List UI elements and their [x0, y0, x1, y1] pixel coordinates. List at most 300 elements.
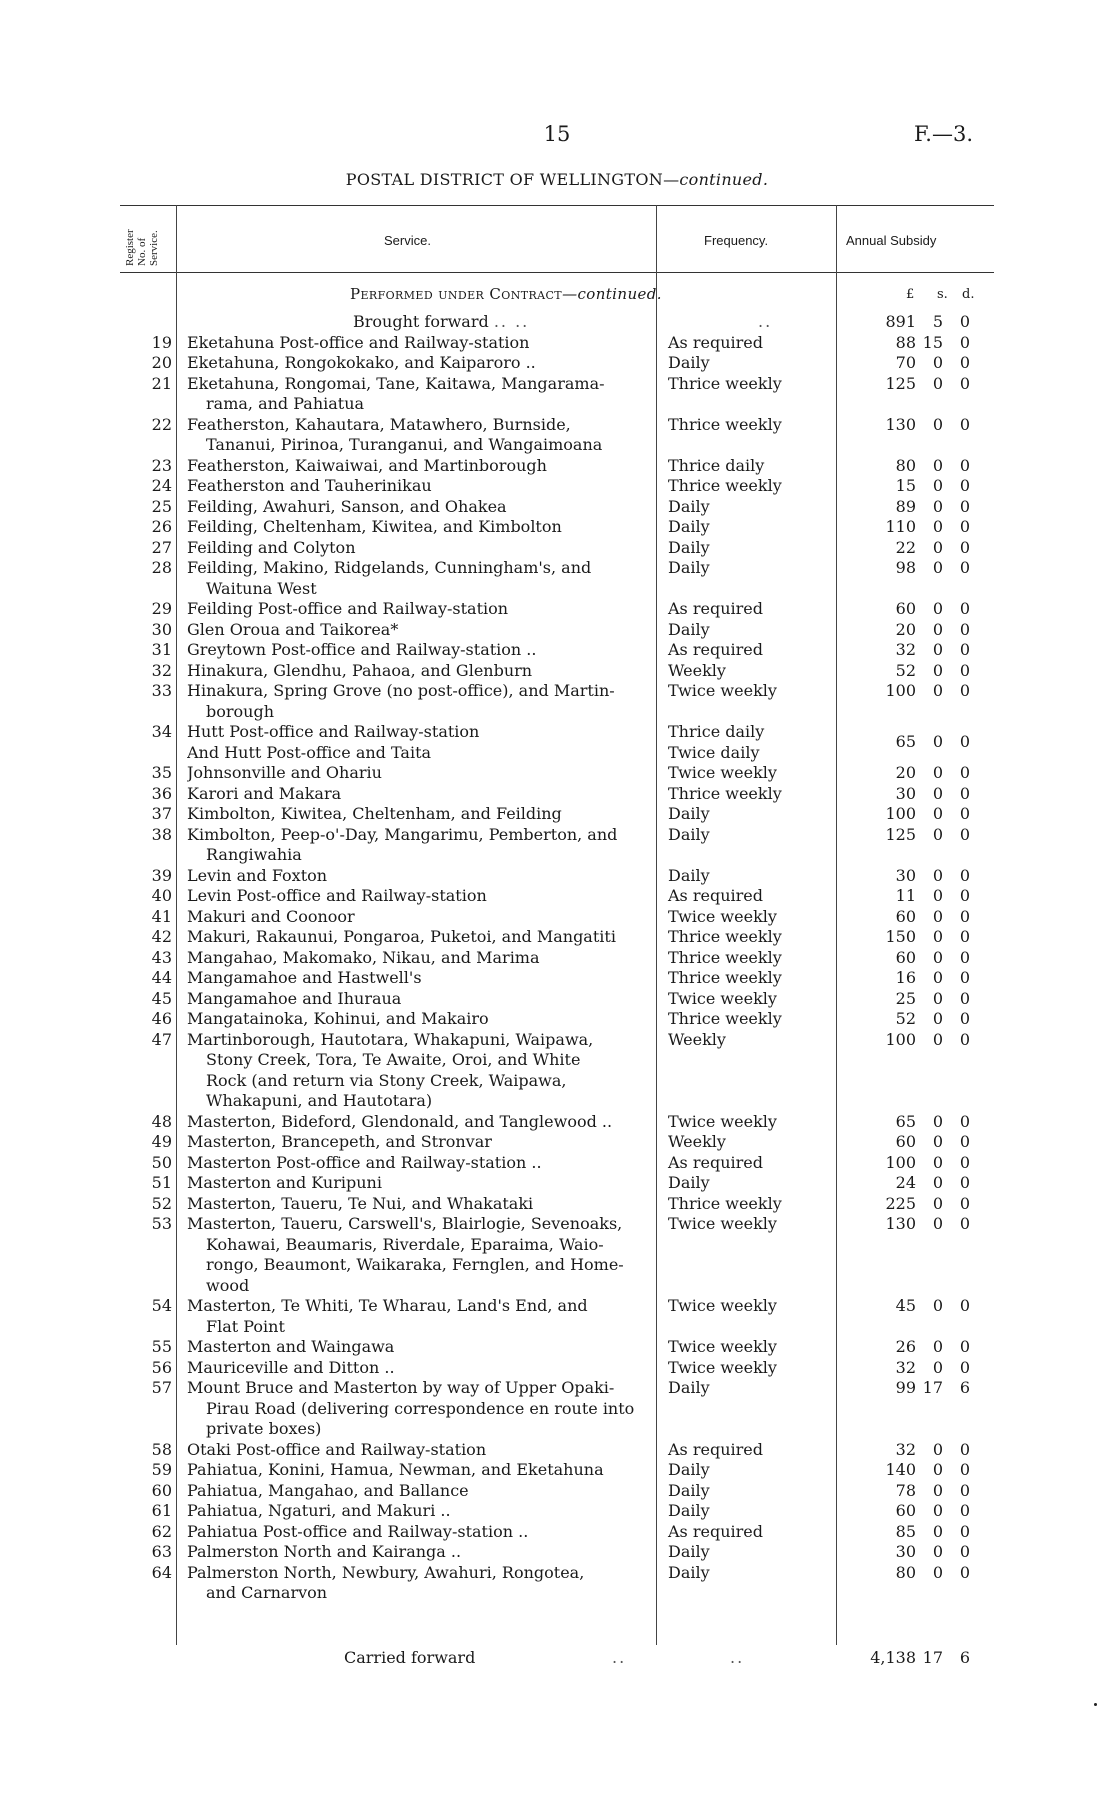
frequency [668, 1563, 828, 1584]
annual-subsidy [846, 1460, 976, 1481]
service-description [187, 1030, 657, 1112]
pounds-value: 110 [885, 517, 916, 536]
register-number: 47 [151, 1029, 172, 1049]
shillings-value: 0 [932, 732, 943, 752]
pence-value: 0 [959, 455, 970, 475]
service-description [187, 763, 657, 784]
frequency-line: Thrice weekly [668, 373, 782, 393]
pence-value: 0 [959, 414, 970, 434]
service-description [187, 1358, 657, 1379]
table-row [0, 497, 1114, 518]
shillings-header: s. [937, 287, 948, 302]
shillings-value: 0 [932, 558, 943, 577]
service-description [187, 1522, 657, 1543]
shillings-value: 0 [932, 1296, 943, 1315]
service-description [187, 1501, 657, 1522]
frequency-line: As required [668, 1152, 763, 1172]
frequency [668, 1501, 828, 1522]
shillings-value: 0 [932, 1173, 943, 1192]
frequency [668, 784, 828, 805]
table-row [0, 558, 1114, 599]
frequency-line: Twice daily [668, 742, 760, 762]
pence-value: 0 [959, 537, 970, 557]
register-number: 30 [151, 619, 172, 639]
service-description [187, 948, 657, 969]
annual-subsidy [846, 804, 976, 825]
frequency [668, 968, 828, 989]
service-line: and Carnarvon [206, 1583, 328, 1602]
service-description [187, 661, 657, 682]
service-line: Eketahuna, Rongomai, Tane, Kaitawa, Mangarama- [187, 373, 605, 393]
table-row [0, 825, 1114, 866]
frequency-line: Daily [668, 1562, 710, 1582]
pence-value: 0 [959, 1521, 970, 1541]
table-row [0, 1501, 1114, 1522]
frequency [668, 927, 828, 948]
frequency-line: Thrice weekly [668, 968, 782, 987]
pounds-value: 70 [895, 353, 916, 372]
register-number: 31 [151, 640, 172, 659]
table-row [0, 722, 1114, 763]
service-description [187, 476, 657, 497]
shillings-value: 0 [932, 1480, 943, 1500]
service-line: Makuri and Coonoor [187, 906, 355, 926]
service-line: Johnsonville and Ohariu [187, 763, 382, 782]
service-line: Greytown Post-office and Railway-station .. [187, 640, 537, 659]
table-row [0, 538, 1114, 559]
service-line: Pahiatua, Ngaturi, and Makuri .. [187, 1501, 451, 1520]
service-description [187, 1542, 657, 1563]
service-line: Feilding Post-office and Railway-station [187, 599, 509, 618]
register-number: 24 [151, 476, 172, 495]
service-description [187, 333, 657, 354]
frequency-line: As required [668, 886, 763, 905]
frequency-line: Daily [668, 1378, 710, 1397]
frequency [668, 538, 828, 559]
table-row [0, 620, 1114, 641]
frequency [668, 558, 828, 579]
shillings-value: 0 [932, 1439, 943, 1459]
frequency [668, 640, 828, 661]
service-line: Glen Oroua and Taikorea* [187, 619, 399, 639]
register-column-header: Register No. of Service. [124, 229, 160, 266]
frequency-line: Twice weekly [668, 1214, 777, 1233]
shillings-value: 0 [932, 988, 943, 1008]
frequency [668, 1132, 828, 1153]
pounds-value: 100 [885, 1152, 916, 1172]
frequency [668, 1378, 828, 1399]
frequency-line: Weekly [668, 1029, 726, 1049]
service-line: Flat Point [206, 1316, 285, 1336]
frequency-line: Daily [668, 865, 710, 885]
register-number: 61 [151, 1501, 172, 1520]
register-number: 32 [151, 660, 172, 680]
service-line: Featherston and Tauherinikau [187, 476, 432, 495]
shillings-value: 0 [932, 1357, 943, 1377]
service-line: Martinborough, Hautotara, Whakapuni, Waipawa, [187, 1029, 594, 1049]
register-number: 57 [151, 1378, 172, 1397]
service-description [187, 620, 657, 641]
pounds-value: 20 [895, 763, 916, 782]
table-row [0, 333, 1114, 354]
pence-value: 0 [959, 763, 970, 782]
register-number: 39 [151, 865, 172, 885]
service-description [187, 353, 657, 374]
register-number: 50 [151, 1152, 172, 1172]
frequency-line: As required [668, 640, 763, 659]
register-number: 19 [151, 332, 172, 352]
frequency-line: Daily [668, 517, 710, 536]
register-number: 37 [151, 804, 172, 823]
shillings-value: 0 [932, 353, 943, 372]
annual-subsidy [846, 558, 976, 579]
shillings-value: 0 [932, 865, 943, 885]
frequency [668, 661, 828, 682]
service-line: Feilding and Colyton [187, 537, 356, 557]
service-column-header: Service. [384, 233, 431, 248]
pence-value: 0 [959, 1214, 970, 1233]
table-row [0, 476, 1114, 497]
pence-value: 0 [959, 619, 970, 639]
service-line: Pirau Road (delivering correspondence en route into [206, 1398, 635, 1418]
register-number: 25 [151, 496, 172, 516]
service-description [187, 1481, 657, 1502]
shillings-value: 0 [932, 763, 943, 782]
annual-subsidy [846, 968, 976, 989]
shillings-value: 0 [932, 414, 943, 434]
frequency [668, 1522, 828, 1543]
annual-subsidy [846, 784, 976, 805]
service-line: Whakapuni, and Hautotara) [206, 1091, 433, 1110]
annual-subsidy [846, 907, 976, 928]
pounds-value: 130 [885, 414, 916, 434]
table-row [0, 415, 1114, 456]
service-line: Eketahuna Post-office and Railway-station [187, 332, 530, 352]
shillings-value: 17 [922, 1378, 943, 1397]
table-row [0, 784, 1114, 805]
frequency-line: Twice weekly [668, 1296, 777, 1315]
frequency [668, 497, 828, 518]
pounds-value: 32 [895, 640, 916, 659]
pounds-value: 89 [895, 496, 916, 516]
shillings-value: 0 [932, 681, 943, 700]
pence-value: 0 [959, 1152, 970, 1172]
page-code: F.—3. [914, 122, 974, 146]
frequency-line: Thrice weekly [668, 783, 782, 803]
shillings-value: 0 [932, 660, 943, 680]
pence-value: 0 [959, 640, 970, 659]
service-description [187, 989, 657, 1010]
frequency [668, 1153, 828, 1174]
pounds-value: 20 [895, 619, 916, 639]
service-line: Karori and Makara [187, 783, 342, 803]
register-number: 36 [151, 783, 172, 803]
service-line: Feilding, Cheltenham, Kiwitea, and Kimbolton [187, 517, 562, 536]
table-row [0, 1358, 1114, 1379]
annual-subsidy [846, 1173, 976, 1194]
frequency [668, 353, 828, 374]
frequency [668, 804, 828, 825]
pence-value: 0 [959, 947, 970, 967]
register-number: 60 [151, 1480, 172, 1500]
service-description [187, 1460, 657, 1481]
subsidy-column-header: Annual Subsidy [846, 233, 937, 248]
annual-subsidy [846, 732, 976, 753]
frequency-line: Daily [668, 1501, 710, 1520]
table-row [0, 1481, 1114, 1502]
service-description [187, 1214, 657, 1296]
service-description [187, 1296, 657, 1337]
pence-value: 0 [959, 1111, 970, 1131]
service-line: Pahiatua, Mangahao, and Ballance [187, 1480, 469, 1500]
service-description [187, 927, 657, 948]
pence-value: 0 [959, 558, 970, 577]
service-line: Featherston, Kaiwaiwai, and Martinborough [187, 455, 547, 475]
pounds-value: 60 [895, 906, 916, 926]
annual-subsidy [846, 661, 976, 682]
table-row [0, 1009, 1114, 1030]
service-line: Mangamahoe and Ihuraua [187, 988, 402, 1008]
service-description [187, 1378, 657, 1440]
table-row [0, 1460, 1114, 1481]
service-description [187, 886, 657, 907]
register-number: 29 [151, 599, 172, 618]
frequency-line: As required [668, 599, 763, 618]
frequency [668, 1460, 828, 1481]
shillings-value: 0 [932, 1214, 943, 1233]
table-row [0, 968, 1114, 989]
pence-value: 0 [959, 783, 970, 803]
service-line: Makuri, Rakaunui, Pongaroa, Puketoi, and Mangatiti [187, 927, 616, 946]
frequency [668, 620, 828, 641]
frequency-line: Daily [668, 537, 710, 557]
annual-subsidy [846, 1440, 976, 1461]
pounds-value: 140 [885, 1460, 916, 1479]
service-line: rongo, Beaumont, Waikaraka, Fernglen, and Home- [206, 1255, 624, 1274]
shillings-value: 0 [932, 1152, 943, 1172]
service-description [187, 1132, 657, 1153]
annual-subsidy [846, 353, 976, 374]
pence-value: 0 [959, 1562, 970, 1582]
pounds-value: 15 [895, 476, 916, 495]
annual-subsidy [846, 1009, 976, 1030]
pounds-value: 78 [895, 1480, 916, 1500]
table-row [0, 1440, 1114, 1461]
frequency-line: Weekly [668, 1132, 726, 1151]
register-number: 45 [151, 988, 172, 1008]
shillings-value: 0 [932, 537, 943, 557]
service-line: Featherston, Kahautara, Matawhero, Burnside, [187, 414, 571, 434]
shillings-value: 0 [932, 476, 943, 495]
shillings-value: 0 [932, 619, 943, 639]
pounds-value: 32 [895, 1439, 916, 1459]
frequency [668, 1296, 828, 1317]
service-description [187, 374, 657, 415]
register-number: 64 [151, 1562, 172, 1582]
service-description [187, 497, 657, 518]
district-title: POSTAL DISTRICT OF WELLINGTON—continued. [345, 170, 769, 189]
table-row [0, 1112, 1114, 1133]
service-line: private boxes) [206, 1419, 322, 1438]
shillings-value: 0 [932, 373, 943, 393]
pence-value: 0 [959, 906, 970, 926]
pounds-value: 30 [895, 783, 916, 803]
pence-value: 0 [959, 927, 970, 946]
pounds-value: 60 [895, 947, 916, 967]
carried-forward-label: Carried forward [344, 1648, 476, 1667]
frequency [668, 517, 828, 538]
pounds-value: 88 [895, 332, 916, 352]
shillings-value: 0 [932, 947, 943, 967]
frequency-line: Daily [668, 1173, 710, 1192]
frequency [668, 333, 828, 354]
annual-subsidy [846, 1030, 976, 1051]
pounds-value: 30 [895, 1542, 916, 1561]
register-number: 28 [151, 558, 172, 577]
pounds-value: 65 [895, 1111, 916, 1131]
service-line: Hinakura, Glendhu, Pahaoa, and Glenburn [187, 660, 533, 680]
annual-subsidy [846, 681, 976, 702]
pounds-value: 65 [895, 732, 916, 752]
register-number: 48 [151, 1111, 172, 1131]
frequency-line: Twice weekly [668, 1357, 777, 1377]
pence-value: 0 [959, 599, 970, 618]
frequency-line: Thrice daily [668, 455, 765, 475]
table-row [0, 1522, 1114, 1543]
frequency [668, 1542, 828, 1563]
pounds-value: 130 [885, 1214, 916, 1233]
service-line: Masterton, Bideford, Glendonald, and Tanglewood .. [187, 1111, 613, 1131]
annual-subsidy [846, 1542, 976, 1563]
table-row [0, 681, 1114, 722]
shillings-value: 0 [932, 1009, 943, 1028]
service-line: Waituna West [206, 578, 317, 598]
service-description [187, 1112, 657, 1133]
annual-subsidy [846, 640, 976, 661]
frequency [668, 1358, 828, 1379]
service-line: Hutt Post-office and Railway-station [187, 722, 480, 741]
pounds-value: 45 [895, 1296, 916, 1315]
service-line: Hinakura, Spring Grove (no post-office), and Martin- [187, 681, 615, 700]
annual-subsidy [846, 599, 976, 620]
service-line: Masterton, Taueru, Carswell's, Blairlogie, Sevenoaks, [187, 1214, 623, 1233]
service-line: Mangahao, Makomako, Nikau, and Marima [187, 947, 540, 967]
frequency-line: As required [668, 1521, 763, 1541]
pounds-value: 98 [895, 558, 916, 577]
annual-subsidy [846, 333, 976, 354]
register-number: 58 [151, 1439, 172, 1459]
table-row [0, 517, 1114, 538]
service-line: rama, and Pahiatua [206, 394, 365, 413]
frequency-line: Thrice weekly [668, 947, 782, 967]
frequency [668, 1481, 828, 1502]
service-line: Masterton and Kuripuni [187, 1173, 382, 1192]
service-description [187, 968, 657, 989]
service-line: borough [206, 701, 275, 721]
pounds-value: 125 [885, 824, 916, 844]
frequency-line: Daily [668, 353, 710, 372]
frequency-line: Weekly [668, 660, 726, 680]
register-number: 21 [151, 373, 172, 393]
brought-forward-row: Brought forward .. .. .. 891 5 0 [0, 312, 1114, 333]
service-line: Kimbolton, Peep-o'-Day, Mangarimu, Pemberton, and [187, 824, 618, 844]
service-line: Rangiwahia [206, 845, 302, 864]
shillings-value: 0 [932, 1501, 943, 1520]
pounds-value: 60 [895, 1501, 916, 1520]
register-number: 38 [151, 824, 172, 844]
shillings-value: 0 [932, 455, 943, 475]
service-description [187, 640, 657, 661]
service-line: Masterton and Waingawa [187, 1337, 395, 1356]
table-row [0, 1337, 1114, 1358]
annual-subsidy [846, 476, 976, 497]
pounds-value: 150 [885, 927, 916, 946]
pounds-value: 52 [895, 660, 916, 680]
register-number: 35 [151, 763, 172, 782]
register-number: 44 [151, 968, 172, 987]
frequency [668, 415, 828, 436]
frequency-line: Daily [668, 1480, 710, 1500]
frequency-line: Twice weekly [668, 906, 777, 926]
service-description [187, 517, 657, 538]
pounds-value: 24 [895, 1173, 916, 1192]
annual-subsidy [846, 1214, 976, 1235]
service-description [187, 1563, 657, 1604]
pounds-value: 30 [895, 865, 916, 885]
annual-subsidy [846, 825, 976, 846]
register-number: 51 [151, 1173, 172, 1192]
table-row [0, 353, 1114, 374]
register-number: 55 [151, 1337, 172, 1356]
service-line: Eketahuna, Rongokokako, and Kaiparoro .. [187, 353, 536, 372]
table-row [0, 804, 1114, 825]
register-number: 54 [151, 1296, 172, 1315]
frequency-line: Twice weekly [668, 1111, 777, 1131]
pence-value: 0 [959, 373, 970, 393]
service-line: Mangamahoe and Hastwell's [187, 968, 422, 987]
pounds-value: 225 [885, 1193, 916, 1213]
carried-forward-amount: 4,138 17 6 [870, 1648, 970, 1667]
frequency [668, 1173, 828, 1194]
pence-value: 0 [959, 1460, 970, 1479]
frequency [668, 1030, 828, 1051]
pence-value: 0 [959, 1439, 970, 1459]
pence-value: 0 [959, 353, 970, 372]
frequency [668, 722, 828, 763]
pounds-value: 85 [895, 1521, 916, 1541]
service-description [187, 558, 657, 599]
frequency [668, 1337, 828, 1358]
annual-subsidy [846, 1112, 976, 1133]
annual-subsidy [846, 620, 976, 641]
register-number: 59 [151, 1460, 172, 1479]
table-row [0, 1194, 1114, 1215]
table-row [0, 374, 1114, 415]
frequency [668, 866, 828, 887]
pounds-value: 100 [885, 681, 916, 700]
pence-value: 0 [959, 1029, 970, 1049]
frequency [668, 456, 828, 477]
annual-subsidy [846, 1378, 976, 1399]
shillings-value: 0 [932, 906, 943, 926]
pence-value: 0 [959, 968, 970, 987]
annual-subsidy [846, 927, 976, 948]
pounds-header: £ [906, 287, 915, 302]
register-number: 46 [151, 1009, 172, 1028]
register-number: 53 [151, 1214, 172, 1233]
frequency-line: Daily [668, 558, 710, 577]
service-description [187, 866, 657, 887]
